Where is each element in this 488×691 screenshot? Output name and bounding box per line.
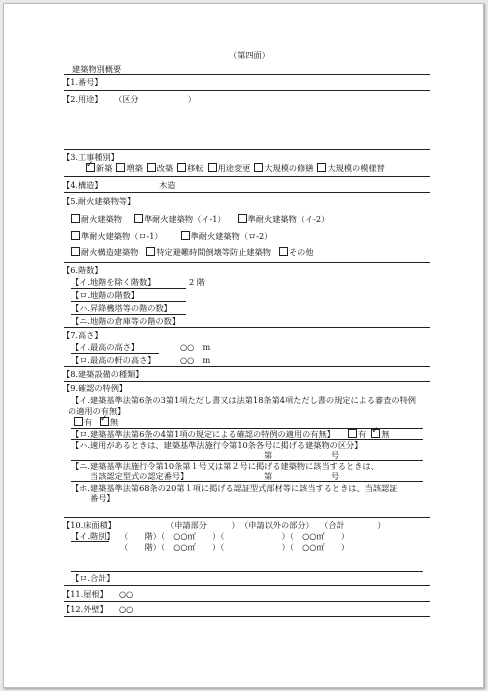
number-suffix: 号 — [331, 450, 340, 460]
exemption-i-text-1: 【イ.建築基準法第6条の3第1項ただし書又は法第18条第4項ただし書の規定による審査の特例 — [71, 395, 416, 405]
checkbox-label: 耐火建築物 — [81, 214, 122, 224]
floor-by-floor-label: 【イ.階別】 — [71, 531, 115, 541]
checkbox-option[interactable] — [208, 163, 251, 173]
fireproof-options-row-1 — [71, 214, 341, 224]
section-12-label: 【12.外壁】 — [62, 604, 108, 614]
section-1-label: 【1.番号】 — [62, 77, 103, 87]
checkbox[interactable] — [279, 247, 288, 256]
divider — [64, 517, 430, 518]
section-2-label: 【2.用途】 — [62, 94, 103, 104]
floor-area-col-other: （申請以外の部分） — [240, 520, 314, 530]
checkbox-label: 準耐火建築物（ロ-2） — [190, 231, 273, 241]
checkbox-label: 特定避難時間倒壊等防止建築物 — [156, 247, 271, 257]
exterior-wall-value: ○○ — [119, 604, 134, 614]
checkbox-option[interactable] — [116, 163, 142, 173]
checkbox-yes[interactable] — [348, 429, 357, 438]
exemption-ro-text: 【ロ.建築基準法第6条の4第1項の規定による確認の特例の適用の有無】 — [71, 429, 335, 439]
checkbox[interactable] — [71, 247, 80, 256]
divider — [71, 481, 423, 482]
divider — [64, 90, 430, 91]
document-title: 建築物別概要 — [72, 64, 122, 74]
checkbox-yes[interactable] — [74, 417, 83, 426]
checkbox-option[interactable] — [71, 231, 163, 241]
checkbox[interactable] — [177, 163, 186, 172]
checkbox-label: 準耐火建築物（イ-2） — [247, 214, 330, 224]
checkbox-option[interactable] — [317, 163, 384, 173]
basement-storage-floors-label: 【ニ.地階の倉庫等の階の数】 — [71, 316, 181, 326]
divider — [64, 366, 430, 367]
section-11-label: 【11.屋根】 — [62, 589, 108, 599]
number-suffix: 号 — [331, 471, 340, 481]
checkbox-option[interactable] — [181, 231, 273, 241]
checkbox-label: 準耐火建築物（ロ-1） — [81, 231, 163, 241]
divider — [64, 616, 430, 617]
divider — [64, 176, 430, 177]
max-height-value: ○○ m — [180, 342, 211, 352]
checkbox-label: 大規模の模様替 — [327, 163, 385, 173]
checkbox[interactable] — [147, 163, 156, 172]
floor-area-row: （ 階）（ ○○㎡ ）（ ）（ ○○㎡ ） — [120, 531, 350, 541]
divider — [64, 327, 430, 328]
exemption-ni-text-1: 【ニ.建築基準法施行令第10条第１号又は第２号に掲げる建築物に該当するときは、 — [71, 461, 379, 471]
checkbox[interactable] — [86, 163, 95, 172]
section-4-label: 【4.構造】 — [62, 180, 103, 190]
divider — [71, 288, 186, 289]
roof-value: ○○ — [119, 589, 134, 599]
checkbox[interactable] — [254, 163, 263, 172]
divider — [64, 149, 430, 150]
eave-height-label: 【ロ.最高の軒の高さ】 — [71, 355, 156, 365]
exemption-ho-text-2: 番号】 — [90, 493, 115, 503]
divider — [71, 353, 159, 354]
number-prefix: 第 — [264, 471, 273, 481]
exemption-ho-text-1: 【ホ.建築基準法第68条の20第１項に掲げる認証型式部材等に該当するときは、当該認証 — [71, 483, 398, 493]
max-height-label: 【イ.最高の高さ】 — [71, 342, 140, 352]
exemption-ni-text-2: 当該認定型式の認定番号】 — [90, 471, 189, 481]
checkbox-option[interactable] — [71, 247, 138, 257]
eave-height-value: ○○ m — [180, 355, 211, 365]
exemption-i-options: 有 ✓ 無 — [74, 417, 118, 427]
checkbox-label: 新築 — [96, 163, 113, 173]
checkbox-label: その他 — [288, 247, 314, 257]
section-9-label: 【9.確認の特例】 — [62, 383, 128, 393]
section-2-value: （区分 ） — [114, 94, 196, 104]
checkbox-no[interactable] — [100, 417, 109, 426]
checkbox-option[interactable] — [146, 247, 271, 257]
number-prefix: 第 — [264, 450, 273, 460]
checkbox[interactable] — [317, 163, 326, 172]
basement-floors-label: 【ロ.地階の階数】 — [71, 290, 140, 300]
checkbox-label: 大規模の修繕 — [264, 163, 314, 173]
elevator-tower-floors-label: 【ハ.昇降機塔等の階の数】 — [71, 303, 172, 313]
checkbox-label: 耐火構造建築物 — [81, 247, 139, 257]
checkbox[interactable] — [71, 214, 80, 223]
divider — [64, 192, 430, 193]
checkbox[interactable] — [146, 247, 155, 256]
checkbox-option[interactable] — [254, 163, 313, 173]
section-7-label: 【7.高さ】 — [62, 330, 103, 340]
checkbox-option[interactable] — [71, 214, 122, 224]
checkbox[interactable] — [134, 214, 143, 223]
exemption-ha-text: 【ハ.適用があるときは、建築基準法施行令第10条各号に掲げる建築物の区分】 — [71, 440, 363, 450]
checkbox-label: 改築 — [156, 163, 174, 173]
checkbox-label: 用途変更 — [217, 163, 251, 173]
divider — [64, 381, 430, 382]
divider — [71, 314, 186, 315]
floors-above-value: 2 階 — [189, 277, 205, 287]
divider — [64, 262, 430, 263]
checkbox-label: 増築 — [126, 163, 143, 173]
floor-area-total-label: 【ロ.合計】 — [71, 573, 115, 583]
checkbox-option[interactable] — [279, 247, 314, 257]
document-page — [3, 3, 484, 688]
section-5-label: 【5.耐火建築物等】 — [62, 196, 136, 206]
checkbox[interactable] — [181, 231, 190, 240]
checkbox-option[interactable] — [86, 163, 112, 173]
checkbox-no[interactable] — [371, 429, 380, 438]
section-4-value: 木造 — [159, 180, 176, 190]
checkbox-option[interactable] — [177, 163, 203, 173]
divider — [71, 571, 423, 572]
divider — [71, 301, 186, 302]
checkbox-label: 準耐火建築物（イ-1） — [143, 214, 226, 224]
construction-type-options — [86, 163, 389, 173]
section-6-label: 【6.階数】 — [62, 265, 103, 275]
checkbox-label: 移転 — [187, 163, 204, 173]
checkbox-option[interactable] — [147, 163, 173, 173]
divider — [64, 585, 430, 586]
checkbox[interactable] — [238, 214, 247, 223]
fireproof-options-row-2 — [71, 231, 290, 241]
section-8-label: 【8.建築設備の種類】 — [62, 369, 144, 379]
floor-area-col-applied: （申請部分 ） — [166, 520, 240, 530]
floor-area-col-total: （合計 ） — [320, 520, 386, 530]
floor-area-row: （ 階）（ ○○㎡ ）（ ）（ ○○㎡ ） — [120, 542, 350, 552]
fireproof-options-row-3 — [71, 247, 322, 257]
checkbox[interactable] — [116, 163, 125, 172]
checkbox-option[interactable] — [238, 214, 330, 224]
divider — [64, 74, 430, 75]
floors-above-label: 【イ.地階を除く階数】 — [71, 277, 156, 287]
checkbox-option[interactable] — [134, 214, 226, 224]
exemption-ro-options: 有 ✓ 無 — [348, 429, 390, 439]
checkbox[interactable] — [71, 231, 80, 240]
page-label: （第四面） — [229, 50, 270, 60]
exemption-i-text-2: の適用の有無】 — [68, 406, 126, 416]
divider — [71, 541, 109, 542]
divider — [64, 601, 430, 602]
checkbox[interactable] — [208, 163, 217, 172]
section-3-label: 【3.工事種別】 — [62, 152, 119, 162]
section-10-label: 【10.床面積】 — [62, 520, 116, 530]
